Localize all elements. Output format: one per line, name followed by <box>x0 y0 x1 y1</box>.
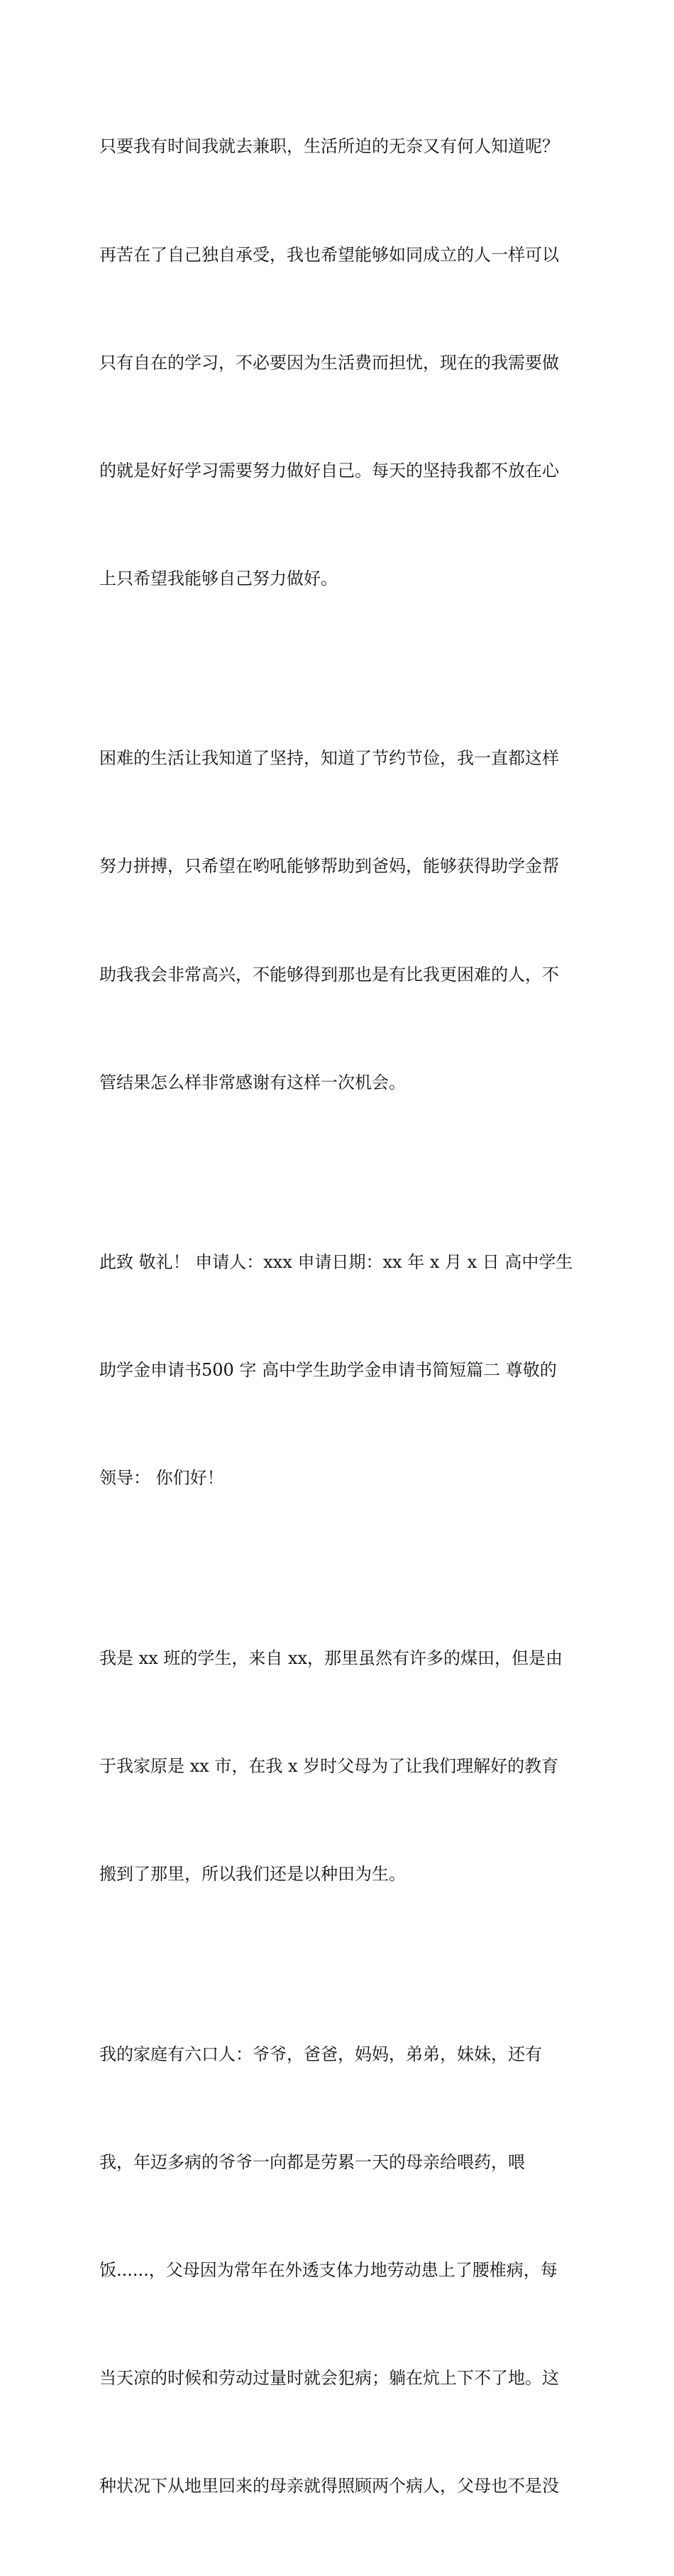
text-line: 此致 敬礼！ 申请人：xxx 申请日期：xx 年 x 月 x 日 高中学生 <box>99 1252 573 1273</box>
text-line: 种状况下从地里回来的母亲就得照顾两个病人，父母也不是没 <box>99 2476 559 2496</box>
document-page <box>99 57 582 2576</box>
text-line: 我的家庭有六口人：爷爷，爸爸，妈妈，弟弟，妹妹，还有 <box>99 2044 542 2064</box>
text-line: 再苦在了自己独自承受，我也希望能够如同成立的人一样可以 <box>99 244 559 265</box>
text-line: 努力拼搏，只希望在哟吼能够帮助到爸妈，能够获得助学金帮 <box>99 856 559 877</box>
text-line: 困难的生活让我知道了坚持，知道了节约节俭，我一直都这样 <box>99 748 559 769</box>
text-line: 只要我有时间我就去兼职，生活所迫的无奈又有何人知道呢？ <box>99 136 559 157</box>
text-line: 我是 xx 班的学生，来自 xx，那里虽然有许多的煤田，但是由 <box>99 1648 563 1668</box>
text-line: 饭......，父母因为常年在外透支体力地劳动患上了腰椎病，每 <box>99 2259 558 2280</box>
text-line: 管结果怎么样非常感谢有这样一次机会。 <box>99 1072 406 1092</box>
paragraph-5 <box>99 1964 582 2576</box>
paragraph-1 <box>99 57 582 669</box>
text-line: 的就是好好学习需要努力做好自己。每天的坚持我都不放在心 <box>99 460 559 481</box>
paragraph-2 <box>99 669 582 1173</box>
text-line: 我，年迈多病的爷爷一向都是劳累一天的母亲给喂药，喂 <box>99 2152 525 2172</box>
paragraph-3 <box>99 1173 582 1569</box>
paragraph-4 <box>99 1569 582 1965</box>
text-line: 于我家原是 xx 市，在我 x 岁时父母为了让我们理解好的教育 <box>99 1756 559 1777</box>
text-line: 当天凉的时候和劳动过量时就会犯病；躺在炕上下不了地。这 <box>99 2368 559 2388</box>
text-line: 领导： 你们好！ <box>99 1468 224 1489</box>
text-line: 上只希望我能够自己努力做好。 <box>99 568 338 588</box>
text-line: 只有自在的学习，不必要因为生活费而担忧，现在的我需要做 <box>99 352 559 373</box>
text-line: 助我我会非常高兴，不能够得到那也是有比我更困难的人，不 <box>99 964 559 985</box>
text-line: 搬到了那里，所以我们还是以种田为生。 <box>99 1864 406 1885</box>
text-line: 助学金申请书500 字 高中学生助学金申请书简短篇二 尊敬的 <box>99 1360 557 1381</box>
